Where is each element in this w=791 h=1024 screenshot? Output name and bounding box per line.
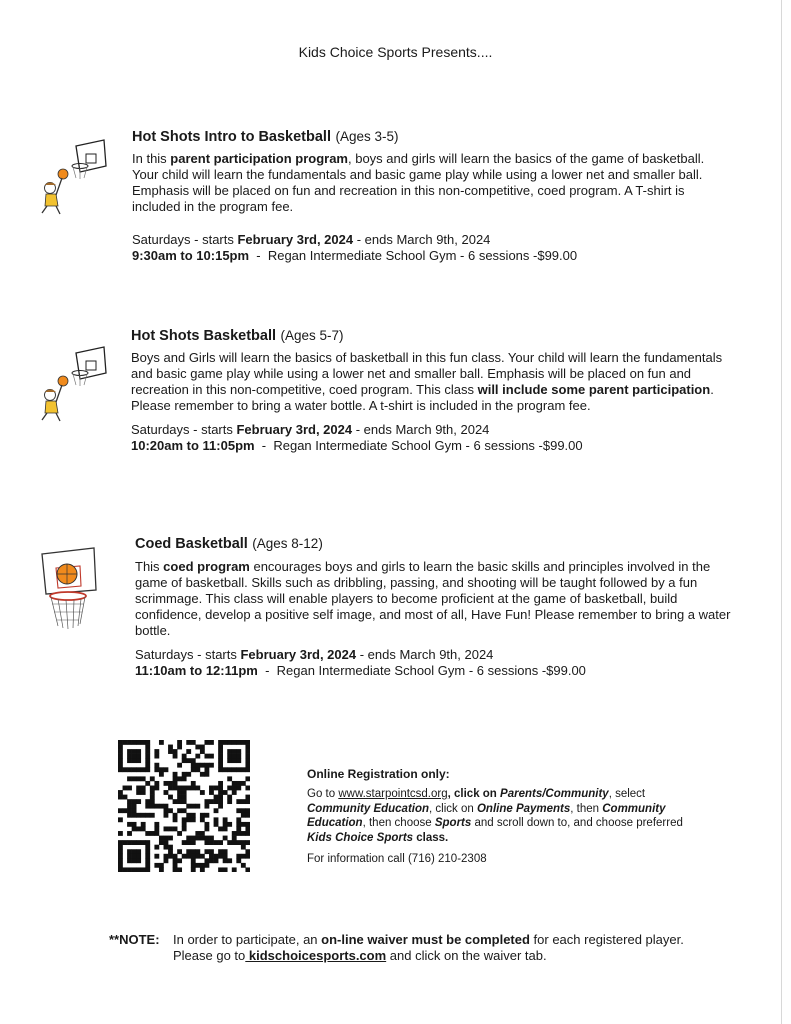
- note-text: In order to participate, an on-line waiver must be completed for each registered player. Please go to kidschoicesports.com and click on the waiver tab.: [173, 932, 684, 963]
- program-3-time: 11:10am to 12:11pm - Regan Intermediate School Gym - 6 sessions -$99.00: [135, 663, 586, 678]
- program-2-ages: (Ages 5-7): [280, 328, 344, 343]
- program-1: [132, 128, 732, 264]
- program-1-description: In this parent participation program, boys and girls will learn the basics of the game of basketball. Your child will learn the fundamentals and basic game play while using a lower net and smaller ball. Emphasis will be placed on fun and recreation in this non-competitive, coed program. A T-shirt is included in the program fee.: [132, 151, 705, 214]
- kid-basketball-icon: [36, 138, 118, 216]
- program-2-title: Hot Shots Basketball: [131, 328, 277, 344]
- program-3-description: This coed program encourages boys and girls to learn the basic skills and principles involved in the game of basketball. Skills such as dribbling, passing, and shooting will be taught followed by a fun scrimmage. This class will enable players to become proficient at the game of basketball, build confidence, develop a positive self image, and most of all, Have Fun! Please remember to bring a water bottle.: [135, 559, 731, 638]
- program-2-description: Boys and Girls will learn the basics of basketball in this fun class. Your child will learn the fundamentals and basic game play while using a lower net and smaller ball. Emphasis will be placed on fun and recreation in this non-competitive, coed program. This class will include some parent participation. Please remember to bring a water bottle. A t-shirt is included in the program fee.: [131, 350, 723, 413]
- basketball-hoop-icon: [36, 546, 102, 634]
- program-3-ages: (Ages 8-12): [252, 536, 323, 551]
- program-3-schedule: Saturdays - starts February 3rd, 2024 - ends March 9th, 2024: [135, 647, 494, 662]
- note-label: **NOTE:: [109, 932, 160, 947]
- starpoint-link[interactable]: www.starpointcsd.org: [338, 788, 448, 800]
- program-3-heading: [135, 535, 735, 553]
- page-header: Kids Choice Sports Presents....: [298, 44, 493, 60]
- kidschoicesports-link[interactable]: kidschoicesports.com: [245, 948, 387, 963]
- program-1-title: Hot Shots Intro to Basketball: [132, 129, 331, 145]
- program-1-time: 9:30am to 10:15pm - Regan Intermediate School Gym - 6 sessions -$99.00: [132, 248, 578, 263]
- program-2-heading: [131, 327, 731, 345]
- program-1-heading: [132, 128, 732, 146]
- qr-code[interactable]: [118, 740, 250, 872]
- program-2-time: 10:20am to 11:05pm - Regan Intermediate School Gym - 6 sessions -$99.00: [131, 438, 583, 453]
- program-3: [135, 535, 735, 679]
- program-1-schedule: Saturdays - starts February 3rd, 2024 - ends March 9th, 2024: [132, 232, 491, 247]
- registration-title: Online Registration only:: [307, 767, 450, 781]
- program-3-title: Coed Basketball: [135, 536, 248, 552]
- page-edge: [781, 0, 782, 1024]
- program-2: [131, 327, 731, 454]
- program-2-schedule: Saturdays - starts February 3rd, 2024 - ends March 9th, 2024: [131, 422, 490, 437]
- program-1-ages: (Ages 3-5): [335, 129, 399, 144]
- registration-instructions: Go to www.starpointcsd.org, click on Parents/Community, select Community Education, click on Online Payments, then Community Education, then choose Sports and scroll down to, and choose preferred Kids Choice Sports class.: [307, 788, 683, 844]
- kid-basketball-icon: [36, 345, 118, 423]
- registration-block: [307, 767, 707, 867]
- registration-phone: For information call (716) 210-2308: [307, 853, 487, 865]
